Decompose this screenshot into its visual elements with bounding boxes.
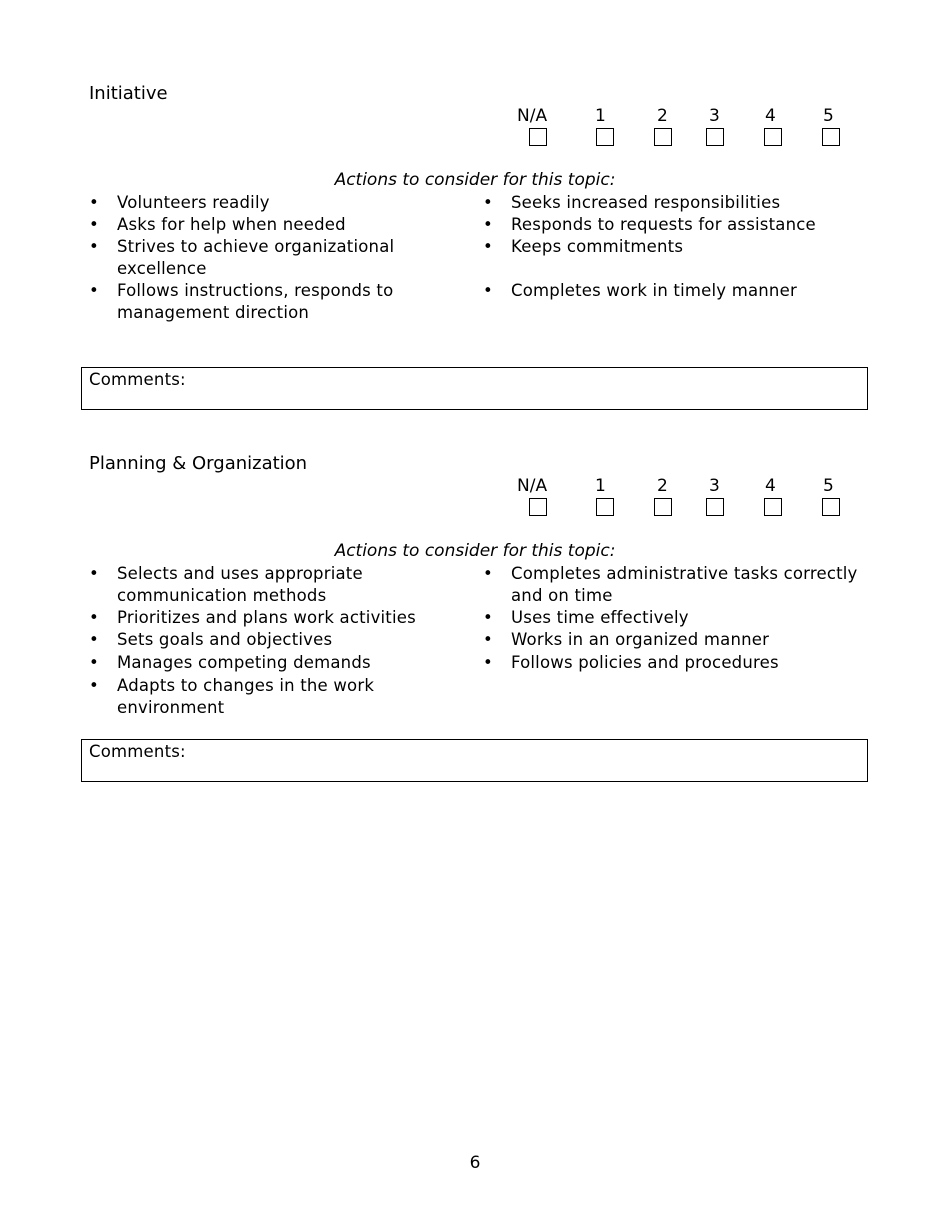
rating-label-3: 3 bbox=[709, 476, 720, 496]
rating-checkbox-na[interactable] bbox=[529, 498, 547, 516]
rating-checkbox-5[interactable] bbox=[822, 128, 840, 146]
comments-label: Comments: bbox=[89, 370, 186, 389]
list-item: • Prioritizes and plans work activities bbox=[89, 607, 429, 629]
list-item: • Strives to achieve organizational excellence bbox=[89, 236, 429, 280]
section-title: Planning & Organization bbox=[89, 453, 308, 474]
section-initiative bbox=[0, 0, 950, 389]
rating-label-na: N/A bbox=[517, 106, 548, 126]
rating-label-4: 4 bbox=[765, 476, 776, 496]
list-item: • Uses time effectively bbox=[483, 607, 868, 629]
list-item: • Asks for help when needed bbox=[89, 214, 429, 236]
list-item: • Seeks increased responsibilities bbox=[483, 192, 868, 214]
list-item: • Selects and uses appropriate communication methods bbox=[89, 563, 429, 607]
section-planning-organization bbox=[0, 370, 950, 761]
rating-checkbox-1[interactable] bbox=[596, 128, 614, 146]
list-item: • Completes work in timely manner bbox=[483, 280, 868, 302]
rating-label-2: 2 bbox=[657, 106, 668, 126]
rating-checkbox-4[interactable] bbox=[764, 498, 782, 516]
rating-label-5: 5 bbox=[823, 106, 834, 126]
rating-label-3: 3 bbox=[709, 106, 720, 126]
rating-checkbox-2[interactable] bbox=[654, 128, 672, 146]
rating-label-1: 1 bbox=[595, 476, 606, 496]
rating-checkbox-1[interactable] bbox=[596, 498, 614, 516]
page-number: 6 bbox=[469, 1153, 481, 1173]
list-item: • Volunteers readily bbox=[89, 192, 429, 214]
rating-label-2: 2 bbox=[657, 476, 668, 496]
rating-checkbox-3[interactable] bbox=[706, 498, 724, 516]
list-item: • Sets goals and objectives bbox=[89, 629, 429, 651]
list-item: • Works in an organized manner bbox=[483, 629, 868, 651]
rating-checkbox-na[interactable] bbox=[529, 128, 547, 146]
comments-label: Comments: bbox=[89, 742, 186, 761]
list-item: • Follows policies and procedures bbox=[483, 652, 868, 674]
rating-label-5: 5 bbox=[823, 476, 834, 496]
rating-checkbox-5[interactable] bbox=[822, 498, 840, 516]
actions-heading: Actions to consider for this topic: bbox=[334, 541, 616, 561]
rating-checkbox-2[interactable] bbox=[654, 498, 672, 516]
list-item: • Manages competing demands bbox=[89, 652, 429, 674]
rating-checkbox-3[interactable] bbox=[706, 128, 724, 146]
list-item: • Adapts to changes in the work environment bbox=[89, 675, 429, 719]
rating-label-4: 4 bbox=[765, 106, 776, 126]
list-item: • Keeps commitments bbox=[483, 236, 868, 258]
list-item: • Follows instructions, responds to management direction bbox=[89, 280, 429, 324]
rating-checkbox-4[interactable] bbox=[764, 128, 782, 146]
list-item: • Completes administrative tasks correctly and on time bbox=[483, 563, 868, 607]
rating-label-1: 1 bbox=[595, 106, 606, 126]
list-item: • Responds to requests for assistance bbox=[483, 214, 868, 236]
section-title: Initiative bbox=[89, 83, 168, 104]
actions-heading: Actions to consider for this topic: bbox=[334, 170, 616, 190]
rating-label-na: N/A bbox=[517, 476, 548, 496]
comments-box[interactable] bbox=[81, 739, 868, 782]
